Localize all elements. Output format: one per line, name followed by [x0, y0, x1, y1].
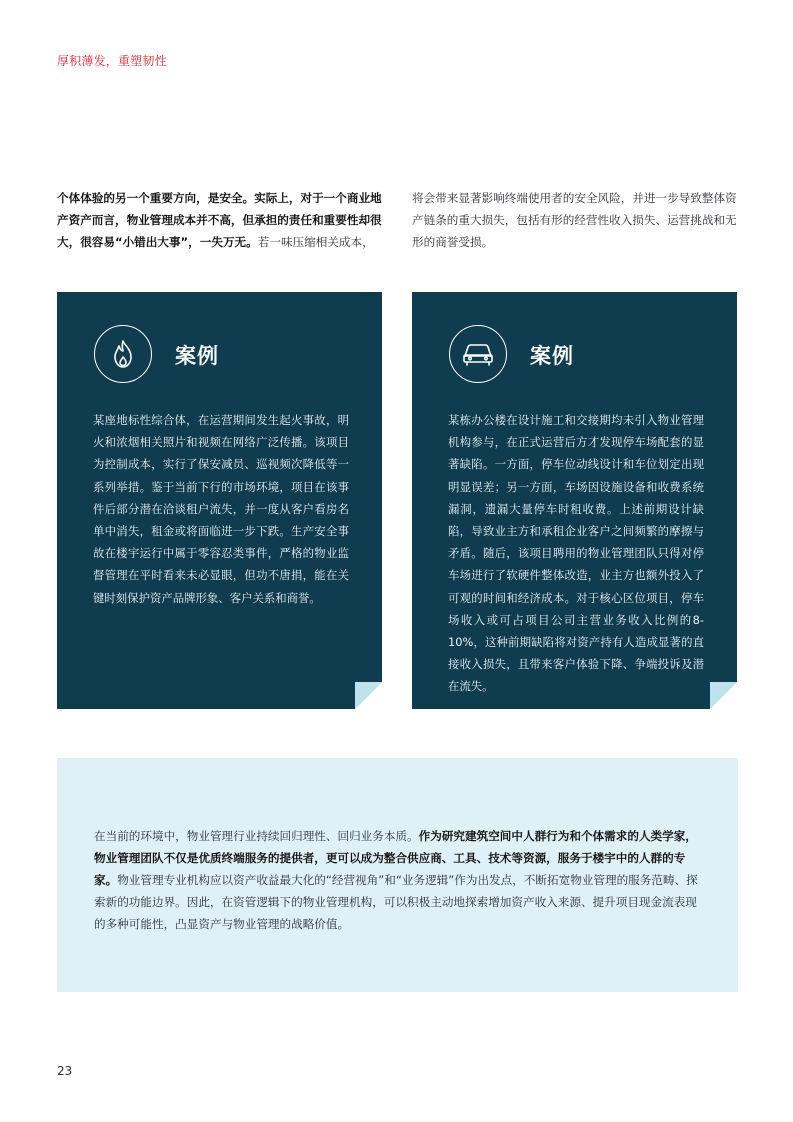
summary-part-1: 在当前的环境中，物业管理行业持续回归理性、回归业务本质。 [94, 829, 419, 843]
summary-part-3: 物业管理专业机构应以资产收益最大化的“经营视角”和“业务逻辑”作为出发点，不断拓宽物业管理的服务范畴、探索新的功能边界。因此，在资管逻辑下的物业管理机构，可以积极主动地探索增加资产收入来源、提升项目现金流表现的多种可能性，凸显资产与物业管理的战略价值。 [94, 873, 698, 931]
intro-bold-text: 个体体验的另一个重要方向，是安全。实际上，对于一个商业地产资产而言，物业管理成本并不高，但承担的责任和重要性却很大，很容易“小错出大事”，一失万无。 [57, 191, 382, 249]
section-header: 厚积薄发，重塑韧性 [57, 54, 167, 68]
intro-right-column: 将会带来显著影响终端使用者的安全风险，并进一步导致整体资产链条的重大损失，包括有形的经营性收入损失、运营挑战和无形的商誉受损。 [412, 191, 737, 249]
page-fold-flap [355, 682, 382, 709]
page-number: 23 [57, 1064, 73, 1078]
fire-icon [94, 325, 152, 383]
summary-text [94, 825, 701, 935]
case-card-parking [412, 292, 737, 709]
intro-normal-text: 若一味压缩相关成本， [257, 235, 374, 249]
summary-box [57, 758, 738, 992]
case-title: 案例 [530, 344, 574, 368]
page-fold-flap [710, 682, 737, 709]
intro-left-column [57, 187, 382, 253]
case-card-fire [57, 292, 382, 709]
case-title: 案例 [175, 344, 219, 368]
case-body: 某栋办公楼在设计施工和交接期均未引入物业管理机构参与，在正式运营后方才发现停车场配套的显著缺陷。一方面，停车位动线设计和车位划定出现明显误差；另一方面，车场因设施设备和收费系统漏洞，遗漏大量停车时租收费。上述前期设计缺陷，导致业主方和承租企业客户之间频繁的摩擦与矛盾。随后，该项目聘用的物业管理团队只得对停车场进行了软硬件整体改造，业主方也额外投入了可观的时间和经济成本。对于核心区位项目，停车场收入或可占项目公司主营业务收入比例的8-10%，这种前期缺陷将对资产持有人造成显著的直接收入损失，且带来客户体验下降、争端投诉及潜在流失。 [448, 413, 704, 694]
car-icon [449, 325, 507, 383]
case-body: 某座地标性综合体，在运营期间发生起火事故，明火和浓烟相关照片和视频在网络广泛传播。该项目为控制成本，实行了保安减员、巡视频次降低等一系列举措。鉴于当前下行的市场环境，项目在该事件后部分潜在洽谈租户流失，并一度从客户看房名单中消失，租金或将面临进一步下跌。生产安全事故在楼宇运行中属于零容忍类事件，严格的物业监督管理在平时看来未必显眼，但功不唐捐，能在关键时刻保护资产品牌形象、客户关系和商誉。 [93, 413, 349, 605]
summary-bold-part: 作为研究建筑空间中人群行为和个体需求的人类学家，物业管理团队不仅是优质终端服务的提供者，更可以成为整合供应商、工具、技术等资源，服务于楼宇中的人群的专家。 [94, 829, 697, 887]
